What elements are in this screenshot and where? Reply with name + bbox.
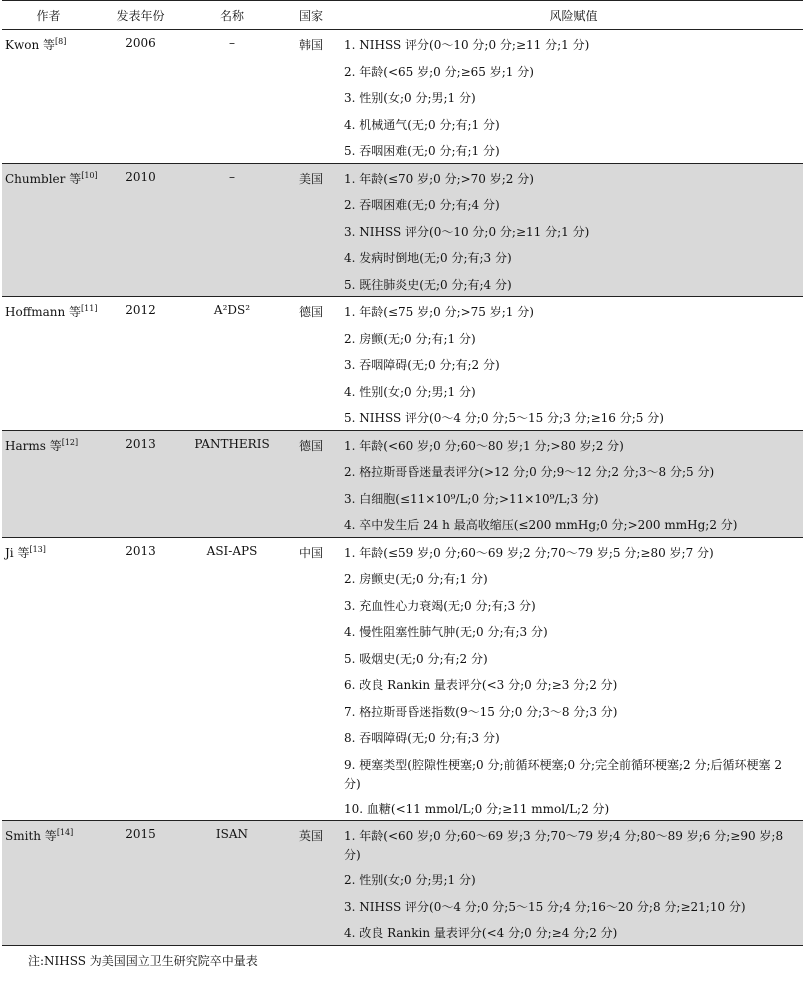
risk-item: 1. 年龄(≤70 岁;0 分;>70 岁;2 分) xyxy=(344,171,534,186)
year-cell: 2010 xyxy=(95,163,186,297)
risk-cell xyxy=(344,297,803,431)
author-cell xyxy=(2,821,95,946)
year-cell: 2015 xyxy=(95,821,186,946)
table-note: 注:NIHSS 为美国国立卫生研究院卒中量表 xyxy=(28,953,258,968)
reference-mark: [10] xyxy=(81,170,98,180)
year-cell: 2013 xyxy=(95,430,186,537)
author-name: Ji 等 xyxy=(5,545,30,560)
score-name-cell: PANTHERIS xyxy=(186,430,278,537)
country-cell: 美国 xyxy=(278,163,344,297)
table-row xyxy=(2,30,803,164)
risk-item: 2. 吞咽困难(无;0 分;有;4 分) xyxy=(344,198,500,212)
table-row xyxy=(2,297,803,431)
risk-item: 3. NIHSS 评分(0～10 分;0 分;≥11 分;1 分) xyxy=(344,224,590,239)
country-cell: 德国 xyxy=(278,297,344,431)
author-name: Harms 等 xyxy=(5,438,62,453)
risk-item: 5. 吸烟史(无;0 分;有;2 分) xyxy=(344,651,488,666)
author-cell xyxy=(2,30,95,164)
author-name: Hoffmann 等 xyxy=(5,305,82,319)
risk-item: 3. 白细胞(≤11×10⁹/L;0 分;>11×10⁹/L;3 分) xyxy=(344,491,599,506)
risk-cell xyxy=(344,30,803,164)
header-author: 作者 xyxy=(2,1,95,30)
country-cell: 英国 xyxy=(278,821,344,946)
year-cell: 2013 xyxy=(95,537,186,821)
reference-mark: [11] xyxy=(81,304,98,313)
header-risk: 风险赋值 xyxy=(344,1,803,30)
country-cell: 韩国 xyxy=(278,30,344,164)
country-cell: 德国 xyxy=(278,430,344,537)
author-name: Smith 等 xyxy=(5,829,57,843)
author-name: Kwon 等 xyxy=(5,38,56,52)
risk-item: 2. 格拉斯哥昏迷量表评分(>12 分;0 分;9～12 分;2 分;3～8 分;5 分) xyxy=(344,465,715,479)
risk-cell xyxy=(344,430,803,537)
risk-item: 1. 年龄(<60 岁;0 分;60～69 岁;3 分;70～79 岁;4 分;80～89 岁;6 分;≥90 岁;8 分) xyxy=(344,829,784,862)
author-cell xyxy=(2,430,95,537)
country-cell: 中国 xyxy=(278,537,344,821)
author-name: Chumbler 等 xyxy=(5,171,82,186)
risk-cell xyxy=(344,163,803,297)
header-year: 发表年份 xyxy=(95,1,186,30)
table-header-row xyxy=(2,1,803,30)
risk-item: 9. 梗塞类型(腔隙性梗塞;0 分;前循环梗塞;0 分;完全前循环梗塞;2 分;后循环梗塞 2 分) xyxy=(344,757,783,791)
author-cell xyxy=(2,537,95,821)
score-name-cell: ISAN xyxy=(186,821,278,946)
risk-item: 2. 年龄(<65 岁;0 分;≥65 岁;1 分) xyxy=(344,64,534,79)
risk-item: 2. 房颤史(无;0 分;有;1 分) xyxy=(344,572,488,586)
risk-item: 2. 性别(女;0 分;男;1 分) xyxy=(344,873,476,887)
author-cell xyxy=(2,163,98,297)
header-country: 国家 xyxy=(278,1,344,30)
risk-item: 3. NIHSS 评分(0～4 分;0 分;5～15 分;4 分;16～20 分;8 分;≥21;10 分) xyxy=(344,899,746,914)
risk-item: 6. 改良 Rankin 量表评分(<3 分;0 分;≥3 分;2 分) xyxy=(344,678,618,692)
risk-item: 1. NIHSS 评分(0～10 分;0 分;≥11 分;1 分) xyxy=(344,38,590,52)
risk-item: 1. 年龄(≤59 岁;0 分;60～69 岁;2 分;70～79 岁;5 分;≥80 岁;7 分) xyxy=(344,545,714,560)
author-cell xyxy=(2,297,98,431)
risk-item: 1. 年龄(≤75 岁;0 分;>75 岁;1 分) xyxy=(344,305,534,319)
risk-item: 3. 性别(女;0 分;男;1 分) xyxy=(344,91,476,105)
risk-item: 7. 格拉斯哥昏迷指数(9～15 分;0 分;3～8 分;3 分) xyxy=(344,704,618,719)
reference-mark: [13] xyxy=(29,544,46,554)
risk-item: 4. 改良 Rankin 量表评分(<4 分;0 分;≥4 分;2 分) xyxy=(344,926,618,940)
risk-item: 4. 机械通气(无;0 分;有;1 分) xyxy=(344,117,500,132)
score-name-cell: A²DS² xyxy=(186,297,278,431)
risk-item: 5. NIHSS 评分(0～4 分;0 分;5～15 分;3 分;≥16 分;5 分) xyxy=(344,411,664,425)
risk-item: 5. 吞咽困难(无;0 分;有;1 分) xyxy=(344,144,500,158)
table-row xyxy=(2,430,803,537)
risk-item: 4. 性别(女;0 分;男;1 分) xyxy=(344,384,476,399)
table-row xyxy=(2,537,803,821)
reference-mark: [8] xyxy=(55,37,67,46)
risk-item: 4. 慢性阻塞性肺气肿(无;0 分;有;3 分) xyxy=(344,625,548,639)
table-row xyxy=(2,163,803,297)
risk-item: 2. 房颤(无;0 分;有;1 分) xyxy=(344,331,476,346)
risk-item: 3. 充血性心力衰竭(无;0 分;有;3 分) xyxy=(344,598,536,613)
risk-item: 4. 卒中发生后 24 h 最高收缩压(≤200 mmHg;0 分;>200 mmHg;2 分) xyxy=(344,518,738,532)
risk-cell xyxy=(344,537,803,821)
risk-score-table xyxy=(2,0,803,946)
risk-item: 5. 既往肺炎史(无;0 分;有;4 分) xyxy=(344,277,512,292)
risk-item: 10. 血糖(<11 mmol/L;0 分;≥11 mmol/L;2 分) xyxy=(344,801,610,816)
score-name-cell: – xyxy=(186,163,278,297)
risk-item: 4. 发病时倒地(无;0 分;有;3 分) xyxy=(344,251,512,265)
score-name-cell: ASI-APS xyxy=(186,537,278,821)
reference-mark: [12] xyxy=(61,437,79,447)
year-cell: 2012 xyxy=(95,297,186,431)
year-cell: 2006 xyxy=(95,30,186,164)
table-row xyxy=(2,821,803,946)
risk-item: 8. 吞咽障碍(无;0 分;有;3 分) xyxy=(344,731,500,745)
reference-mark: [14] xyxy=(56,828,74,837)
score-name-cell: – xyxy=(186,30,278,164)
header-name: 名称 xyxy=(186,1,278,30)
risk-item: 3. 吞咽障碍(无;0 分;有;2 分) xyxy=(344,358,500,372)
risk-item: 1. 年龄(<60 岁;0 分;60～80 岁;1 分;>80 岁;2 分) xyxy=(344,438,624,453)
risk-cell xyxy=(344,821,803,946)
